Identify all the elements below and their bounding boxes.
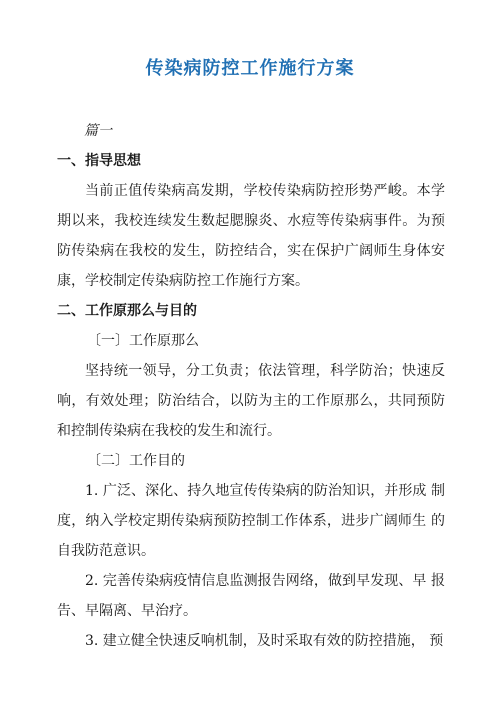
- paragraph-guiding-ideology: 当前正值传染病高发期，学校传染病防控形势严峻。本学期以来，我校连续发生数起腮腺炎、水痘等传染病事件。为预防传染病在我校的发生，防控结合，实在保护广阔师生身体安康，学校制定传染病防控工作施行方案。: [57, 183, 445, 289]
- paragraph-goal-1: 1. 广泛、深化、持久地宣传传染病的防治知识，并形成 制度，纳入学校定期传染病预防控制工作体系，进步广阔师生 的自我防范意识。: [57, 483, 445, 559]
- document-title: 传染病防控工作施行方案: [145, 58, 355, 79]
- paragraph-goal-3: 3. 建立健全快速反响机制，及时采取有效的防控措施， 预: [85, 633, 444, 649]
- section-tag: 篇一: [84, 123, 112, 139]
- subheading-goals: 〔二〕工作目的: [87, 453, 185, 469]
- subheading-principles: 〔一〕工作原那么: [87, 333, 199, 349]
- paragraph-goal-2: 2. 完善传染病疫情信息监测报告网络，做到早发现、早 报告、早隔离、早治疗。: [57, 573, 445, 619]
- document-body: [57, 116, 445, 656]
- heading-guiding-ideology: 一、指导思想: [57, 153, 141, 169]
- heading-principles-goals: 二、工作原那么与目的: [57, 303, 197, 319]
- paragraph-principles: 坚持统一领导，分工负责；依法管理，科学防治；快速反响，有效处理；防治结合，以防为主的工作原那么，共同预防和控制传染病在我校的发生和流行。: [57, 363, 445, 439]
